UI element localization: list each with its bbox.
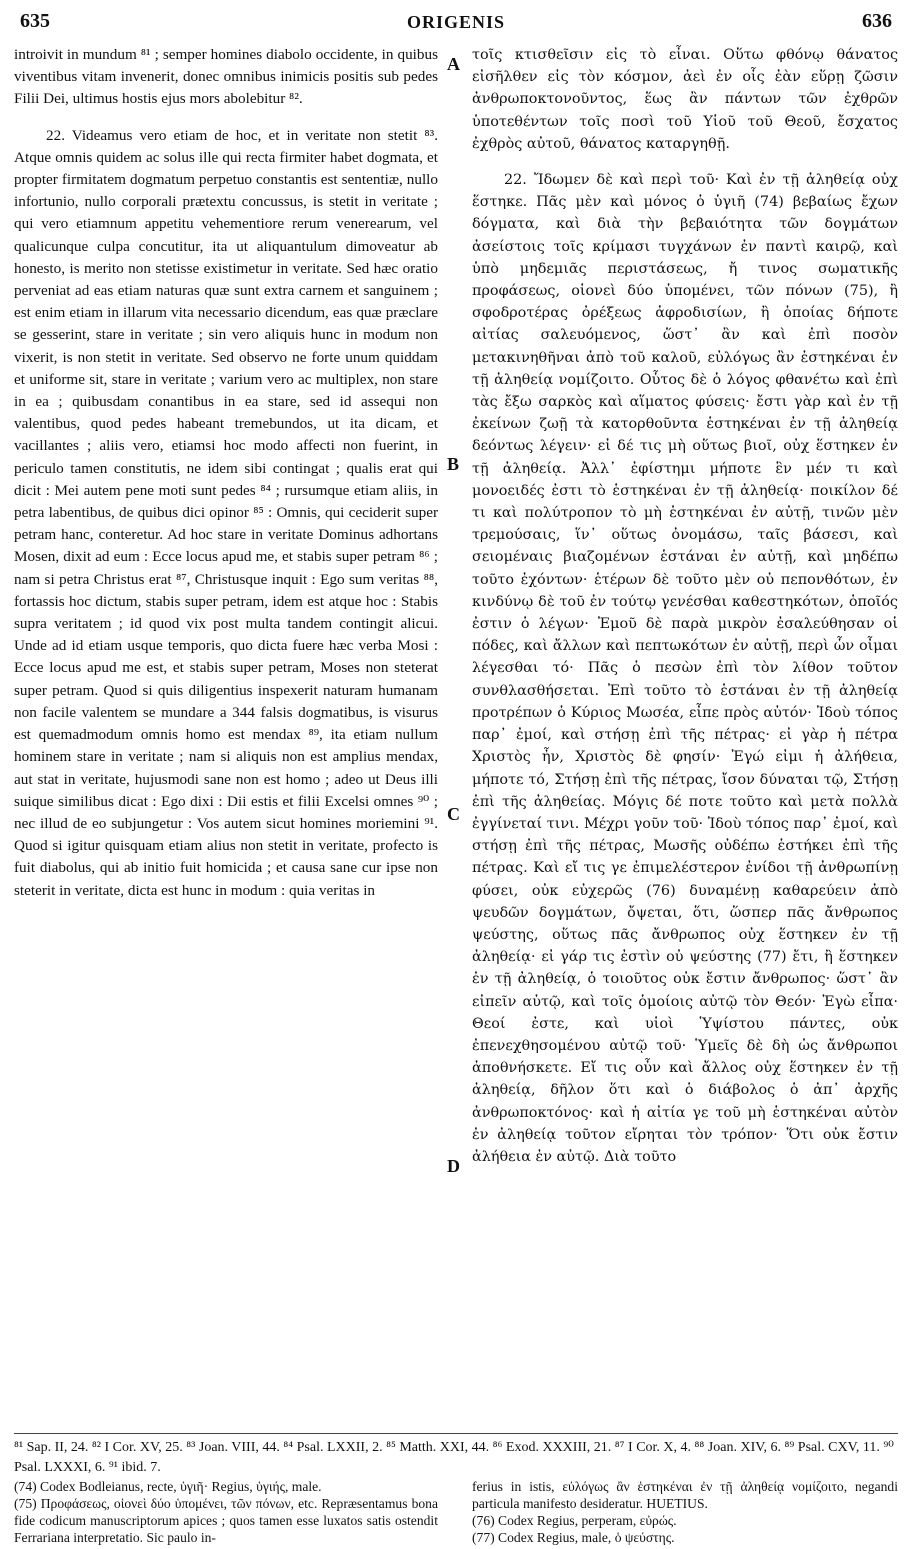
latin-paragraph-22: 22. Videamus vero etiam de hoc, et in veritate non stetit ⁸³. Atque omnis quidem ac solus ille qui recta firmiter habet dogmata, et propter firmitatem dogmatum perpetuo constantis est sententiæ, nullo infortunio, nullo corporali prætextu concussus, is stetit in veritate ; qui vero etiamnum appetitu vehementiore rerum venerearum, vel qualicunque culpa concutitur, ita ut aliquantulum dimoveatur ab honesto, is merito non stetisse existimetur in veritate. Sed hæc oratio perveniat ad eas etiam naturas quæ sunt extra carnem et sanguinem ; est enim etiam in illarum vita necessario dicendum, eas quæ præclare se gesserint, stare in veritate ; sin vero aliquis hunc in modum non vixerit, is non stetit in veritate. Sed observo ne forte unum quiddam et uniforme sit, stare in veritate ; varium vero ac multiplex, non stare in ea ; quibusdam conantibus in ea stare, sed id assequi non valentibus, quod pedes habeant tremebundos, ut ita dicam, et vacillantes ; aliis vero, etiamsi hoc modo affecti non fuerint, in periculo tamen constitutis, ne idem sibi contingat ; qualis erat qui dicit : Mei autem pene moti sunt pedes ⁸⁴ ; rursumque etiam aliis, in petra labentibus, de quibus dici opinor ⁸⁵ : Omnis, qui ceciderit super petram hanc, conteretur. Ad hoc stare in veritate Dominus adhortans Mosen, dixit ad eum : Ecce locus apud me, et stabis super petram ⁸⁶ ; nam si petra Christus erat ⁸⁷, Christusque inquit : Ego sum veritas ⁸⁸, fortassis hoc dictum, stabis super petram, idem est atque hoc : Stabis supra veritatem ; id quod vix post multa tandem contingit alicui. Unde ad id etiam usque temporis, quo dicta fuere hæc verba Mosi : Ecce locus apud me est, et stabis super petram, Moses non steterat super petram. Quod si quis diligentius inspexerit naturam humanam non facile valentem se mundare a 344 falsis dogmatibus, is visurus est quemadmodum omnis homo est mendax ⁸⁹, ita etiam nullum hominem stare in veritate ; nam si aliquis non est amplius mendax, aut stat in veritate, hujusmodi sane non est homo ; adeo ut Deus illi suique similibus dicat : Ego dixi : Dii estis et filii Excelsi omnes ⁹⁰ ; nec illud de eo subjungetur : Vos autem sicut homines moriemini ⁹¹. Quod si igitur quisquam etiam alius non stetit in veritate, profecto is fuit diabolus, qui ab initio fuit homicida ; et causa sane cur ipse non steterit in veritate, dicta est hunc in modum : quia veritas in	[14, 126, 438, 899]
margin-marker-a: A	[447, 54, 460, 74]
greek-paragraph: τοῖς κτισθεῖσιν εἰς τὸ εἶναι. Οὕτω φθόνῳ θάνατος εἰσῆλθεν εἰς τὸν κόσμον, ἀεὶ ἐν οἷς ἐὰν εὕρῃ ζῶσιν ἀνθρωποκτονοῦντος, ἕως ἂν πάντων τῶν ἐχθρῶν ὑποτεθέντων τοῖς ποσὶ τοῦ Υἱοῦ τοῦ Θεοῦ, ἔσχατος ἐχθρὸς αὐτοῦ, θάνατος καταργηθῇ.	[472, 47, 898, 152]
text-columns	[14, 44, 898, 1434]
running-header	[14, 8, 898, 44]
page-number-right: 636	[862, 10, 892, 32]
notes-left	[14, 1478, 438, 1546]
margin-marker-b: B	[447, 454, 460, 474]
note-77: (77) Codex Regius, male, ὁ ψεύστης.	[472, 1530, 675, 1545]
page	[14, 8, 898, 1544]
note-74: (74) Codex Bodleianus, recte, ὑγιῆ· Regius, ὑγιής, male.	[14, 1479, 322, 1494]
page-number-left: 635	[20, 10, 50, 32]
note-75-continued: ferius in istis, εὐλόγως ἂν ἑστηκέναι ἐν τῇ ἀληθείᾳ νομίζοιτο, negandi particula manifesto desideratur. HUETIUS.	[472, 1479, 898, 1511]
scripture-references: ⁸¹ Sap. II, 24. ⁸² I Cor. XV, 25. ⁸³ Joan. VIII, 44. ⁸⁴ Psal. LXXII, 2. ⁸⁵ Matth. XXI, 44. ⁸⁶ Exod. XXXIII, 21. ⁸⁷ I Cor. X, 4. ⁸⁸ Joan. XIV, 6. ⁸⁹ Psal. CXV, 11. ⁹⁰ Psal. LXXXI, 6. ⁹¹ ibid. 7.	[14, 1433, 898, 1478]
note-75: (75) Προφάσεως, οἱονεὶ δύο ὑπομένει, τῶν πόνων, etc. Repræsentamus bona fide codicum manuscriptorum apices ; quos tamen esse luxatos satis ostendit Ferrariana interpretatio. Sic paulo in-	[14, 1496, 438, 1545]
note-76: (76) Codex Regius, perperam, εὐρώς.	[472, 1513, 677, 1528]
greek-paragraph-22: 22. Ἴδωμεν δὲ καὶ περὶ τοῦ· Καὶ ἐν τῇ ἀληθείᾳ οὐχ ἕστηκε. Πᾶς μὲν καὶ μόνος ὁ ὑγιῆ (74) βεβαίως ἔχων δόγματα, καὶ διὰ τὴν βεβαιότητα τῶν δογμάτων ἀσείστοις τοῖς κρίμασι τυγχάνων ἐν παντὶ καιρῷ, καὶ ὑπὸ μηδεμιᾶς περιστάσεως, ἤ τινος σωματικῆς προφάσεως, οἱονεὶ δύο ὑπομένει, τῶν πόνων (75), ἢ σφοδροτέρας ὀρέξεως ἀφροδισίων, ἢ ὁποίας δήποτε αἰτίας σαλευόμενος, ὥστ᾽ ἂν καὶ ἐπὶ ποσὸν μετακινηθῆναι ἀπὸ τοῦ καλοῦ, εὐλόγως ἂν ἑστηκέναι ἐν τῇ ἀληθείᾳ νομίζοιτο. Οὗτος δὲ ὁ λόγος φθανέτω καὶ ἐπὶ τὰς ἔξω σαρκὸς καὶ αἵματος φύσεις· ἔστι γὰρ καὶ ἐν τῇ ἐκείνων ζωῇ τὰ κατορθοῦντα ἑστηκέναι ἐν τῇ ἀληθείᾳ δεόντως λέγειν· εἰ δέ τις μὴ οὕτως βιοῖ, οὐχ ἕστηκεν ἐν τῇ ἀληθείᾳ. Ἀλλ᾽ ἐφίστημι μήποτε ἓν μέν τι καὶ μονοειδές ἐστι τὸ ἑστηκέναι ἐν τῇ ἀληθείᾳ· ποικίλον δέ τι καὶ πολύτροπον τὸ μὴ ἑστηκέναι ἐν αὐτῇ, τινῶν μὲν τρεμούσαις, ἵν᾽ οὕτως ὀνομάσω, ταῖς βάσεσι, καὶ σειομέναις βιαζομένων ἑστάναι ἐν αὐτῇ, καὶ μηδέπω τοῦτο ἐχόντων· ἑτέρων δὲ τοῦτο μὲν οὐ πεπονθότων, ἐν κινδύνῳ δὲ τοῦ ἐν τούτῳ γενέσθαι καθεστηκότων, ὁποῖός ἐστιν ὁ λέγων· Ἐμοῦ δὲ παρὰ μικρὸν ἐσαλεύθησαν οἱ πόδες, καὶ ἄλλων καὶ πεπτωκότων ἐν αὐτῇ, περὶ ὧν οἶμαι λέγεσθαι τό· Πᾶς ὁ πεσὼν ἐπὶ τὸν λίθον τοῦτον συνθλασθήσεται. Ἐπὶ τοῦτο τὸ ἑστάναι ἐν τῇ ἀληθείᾳ προτρέπων ὁ Κύριος Μωσέα, εἶπε πρὸς αὐτόν· Ἰδοὺ τόπος παρ᾽ ἐμοί, καὶ στήσῃ ἐπὶ τῆς πέτρας· εἰ γὰρ ἡ πέτρα Χριστὸς ἦν, Χριστὸς δὲ φησίν· Ἐγώ εἰμι ἡ ἀλήθεια, μήποτε τό, Στήσῃ ἐπὶ τῆς πέτρας, ἴσον δύναται τῷ, Στήσῃ ἐπὶ τῆς ἀληθείας. Μόγις δέ ποτε τοῦτο καὶ μετὰ πολλὰ ἐγγίνεταί τινι. Μέχρι γοῦν τοῦ· Ἰδοὺ τόπος παρ᾽ ἐμοί, καὶ στήσῃ ἐπὶ τῆς πέτρας, Μωσῆς οὐδέπω ἑστήκει ἐπὶ τῆς πέτρας. Καὶ εἴ τις γε ἐπιμελέστερον ἐνίδοι τῇ ἀνθρωπίνῃ φύσει, οὐκ εὐχερῶς (76) δυναμένῃ καθαρεύειν ἀπὸ ψευδῶν δογμάτων, ὄψεται, ὅτι, ὥσπερ πᾶς ἄνθρωπος ψεύστης, οὕτως πᾶς ἄνθρωπος οὐχ ἕστηκεν ἐν τῇ ἀληθείᾳ· εἰ γάρ τις ἐστὶν οὐ ψεύστης (77) ἔτι, ἢ ἕστηκεν ἐν τῇ ἀληθείᾳ, ὁ τοιοῦτος οὐκ ἔστιν ἄνθρωπος· ὥστ᾽ ἂν εἰπεῖν αὐτῷ, καὶ τοῖς ὁμοίοις αὐτῷ τὸν Θεόν· Ἐγὼ εἶπα· Θεοί ἐστε, καὶ υἱοὶ Ὑψίστου πάντες, οὐκ ἐπενεχθησομένου αὐτῷ τοῦ· Ὑμεῖς δὲ δὴ ὡς ἄνθρωποι ἀποθνήσκετε. Εἴ τις οὖν καὶ ἄλλος οὐχ ἕστηκεν ἐν τῇ ἀληθείᾳ, δῆλον ὅτι καὶ ὁ διάβολος ὁ ἀπ᾽ ἀρχῆς ἀνθρωποκτόνος· καὶ ἡ αἰτία γε τοῦ μὴ ἑστηκέναι αὐτὸν ἐν ἀληθείᾳ τοῦτον εἴρηται τὸν τρόπον· Ὅτι οὐκ ἔστιν ἀλήθεια ἐν αὐτῷ. Διὰ τοῦτο	[472, 172, 898, 1165]
margin-marker-c: C	[447, 804, 460, 824]
latin-paragraph: introivit in mundum ⁸¹ ; semper homines diabolo occidente, in quibus viventibus vitam invenerit, donec omnibus inimicis positis sub pedes Filii Dei, ultimus hostis ejus mors abolebitur ⁸².	[14, 46, 438, 108]
greek-column	[472, 44, 898, 1184]
notes-right	[472, 1478, 898, 1546]
latin-column	[14, 44, 438, 918]
margin-marker-d: D	[447, 1156, 460, 1176]
running-title: ORIGENIS	[406, 12, 506, 32]
